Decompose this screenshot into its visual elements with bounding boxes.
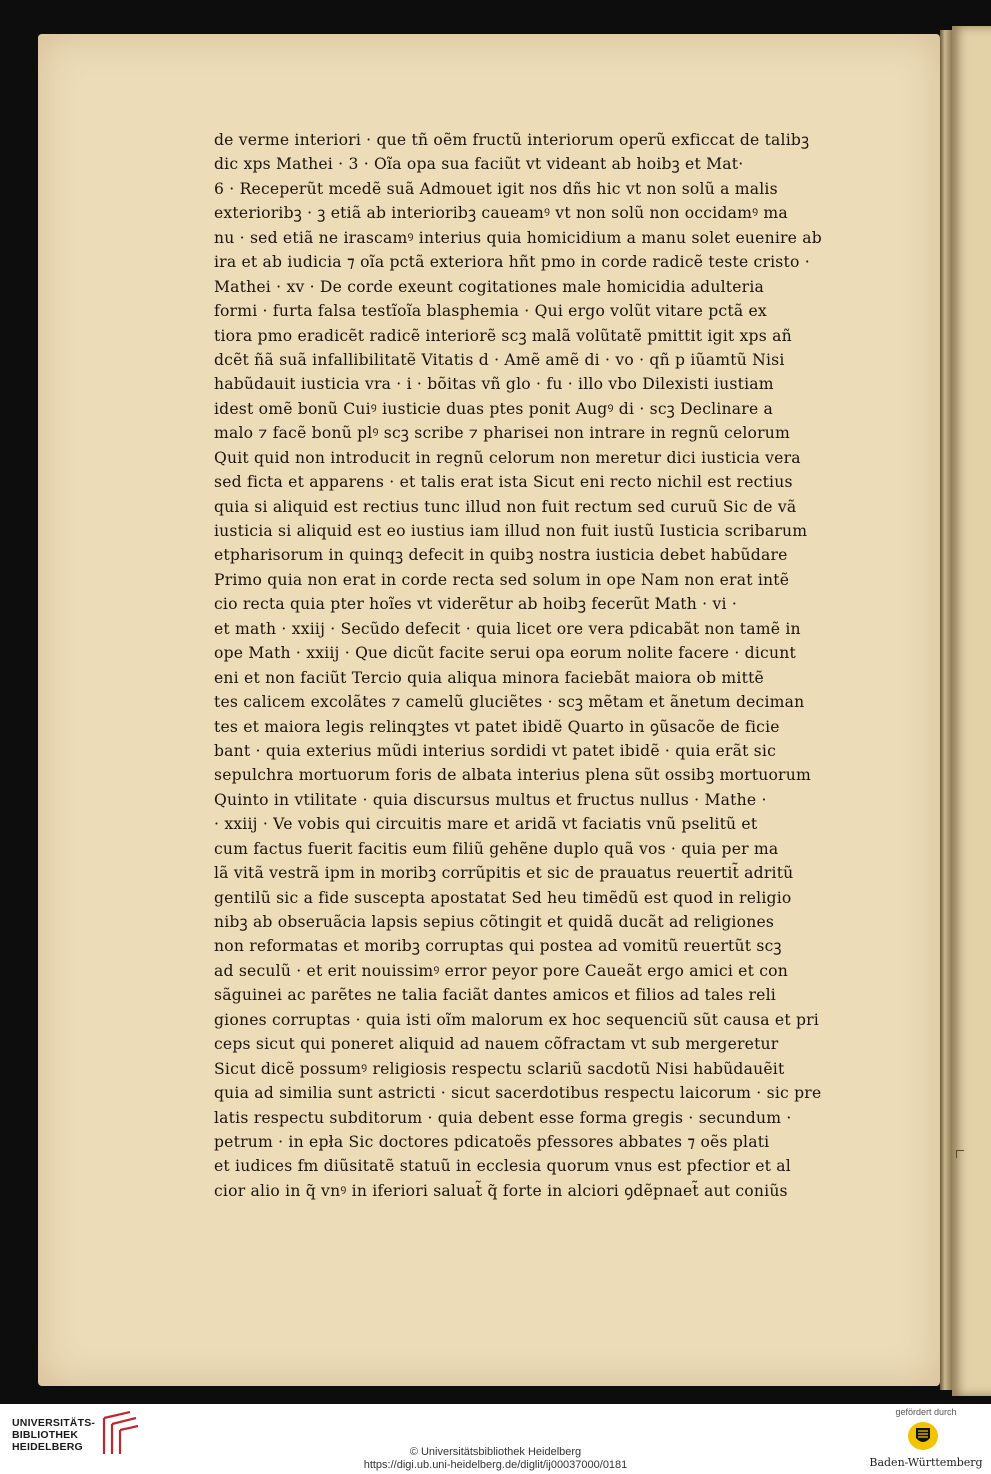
- text-line: quia ad similia sunt astricti · sicut sacerdotibus respectu laicorum · sic pre: [214, 1084, 822, 1103]
- text-line: nibꝫ ab obseruãcia lapsis sepius cõtingit et quidã ducãt ad religiones: [214, 913, 775, 931]
- text-line: sed ficta et apparens · et talis erat ista Sicut eni recto nichil est rectius: [214, 473, 793, 492]
- leaf-corner-mark: [956, 1150, 964, 1158]
- text-line: Quit quid non introducit in regnũ celorum non meretur dici iusticia vera: [214, 448, 801, 467]
- text-line: dcẽt ñã suã infallibilitatẽ Vitatis d · Amẽ amẽ di · vo · qñ p iũamtũ Nisi: [214, 350, 785, 369]
- copyright-notice: © Universitätsbibliothek Heidelberg: [409, 1446, 582, 1458]
- text-line: Quinto in vtilitate · quia discursus multus et fructus nullus · Mathe ·: [214, 790, 767, 809]
- text-line: quia si aliquid est rectius tunc illud non fuit rectum sed curuũ Sic de vã: [214, 497, 797, 516]
- text-line: bant · quia exterius mũdi interius sordidi vt patet ibidẽ · quia erãt sic: [214, 741, 777, 760]
- text-line: ceps sicut qui poneret aliquid ad nauem cõfractam vt sub mergeretur: [214, 1035, 779, 1054]
- logo-line: HEIDELBERG: [12, 1441, 83, 1453]
- text-line: dic xps Mathei · 3 · Oĩa opa sua faciũt vt videant ab hoibꝫ et Mat·: [214, 155, 744, 174]
- state-coat-of-arms-icon: [906, 1420, 940, 1452]
- text-line: et math · xxiij · Secũdo defecit · quia licet ore vera pdicabãt non tamẽ in: [214, 619, 801, 638]
- text-line: sepulchra mortuorum foris de albata interius plena sũt ossibꝫ mortuorum: [214, 766, 811, 785]
- logo-line: BIBLIOTHEK: [12, 1429, 79, 1441]
- text-line: ope Math · xxiij · Que dicũt facite serui opa eorum nolite facere · dicunt: [214, 644, 796, 663]
- text-line: eni et non faciũt Tercio quia aliqua minora faciebãt maiora ob mittẽ: [214, 668, 764, 687]
- text-line: et iudices fm diũsitatẽ statuũ in ecclesia quorum vnus est pfectior et al: [214, 1157, 791, 1176]
- text-line: ira et ab iudicia ⁊ oĩa pctã exteriora hñt pmo in corde radicẽ teste cristo ·: [214, 253, 810, 272]
- sponsor-label: gefördert durch: [895, 1407, 957, 1417]
- text-line: Primo quia non erat in corde recta sed solum in ope Nam non erat intẽ: [214, 570, 790, 589]
- text-line: ad seculũ · et erit nouissimꝰ error peyor pore Caueãt ergo amici et con: [214, 961, 789, 980]
- text-line: de verme interiori · que tñ oẽm fructũ interiorum operũ exficcat de talibꝫ: [214, 131, 810, 149]
- text-line: etpharisorum in quinqꝫ defecit in quibꝫ nostra iusticia debet habũdare: [214, 546, 788, 565]
- text-line: cum factus fuerit facitis eum filiũ gehẽne duplo quã vos · quia per ma: [214, 839, 779, 858]
- text-line: petrum · in epła Sic doctores pdicatoẽs pfessores abbates ⁊ oẽs plati: [214, 1132, 770, 1151]
- permalink-url[interactable]: https://digi.ub.uni-heidelberg.de/diglit/ij00037000/0181: [363, 1459, 628, 1471]
- text-line: tes calicem excolãtes ⁊ camelũ gluciẽtes · scꝫ mẽtam et ãnetum deciman: [214, 693, 805, 712]
- text-line: Sicut dicẽ possumꝰ religiosis respectu sclariũ sacdotũ Nisi habũdauẽit: [214, 1059, 785, 1078]
- text-line: gentilũ sic a fide suscepta apostatat Sed heu timẽdũ est quod in religio: [214, 888, 792, 907]
- text-line: idest omẽ bonũ Cuiꝰ iusticie duas ptes ponit Augꝰ di · scꝫ Declinare a: [214, 399, 774, 418]
- logo-line: UNIVERSITÄTS-: [12, 1417, 96, 1429]
- text-line: tes et maiora legis relinqꝫtes vt patet ibidẽ Quarto in ꝯũsacõe de ficie: [214, 717, 780, 736]
- text-line: tiora pmo eradicẽt radicẽ interiorẽ scꝫ malã volũtatẽ pmittit igit xps añ: [214, 326, 792, 345]
- text-line: · xxiij · Ve vobis qui circuitis mare et aridã vt faciatis vnũ pselitũ et: [214, 815, 758, 834]
- text-line: malo ⁊ facẽ bonũ plꝰ scꝫ scribe ⁊ pharisei non intrare in regnũ celorum: [214, 424, 791, 443]
- text-line: cior alio in q̃ vnꝰ in iferiori saluat̃ q̃ forte in alciori ꝯdẽpnaet̃ aut coniũs: [214, 1181, 788, 1200]
- text-line: non reformatas et moribꝫ corruptas qui postea ad vomitũ reuertũt scꝫ: [214, 937, 782, 956]
- text-line: habũdauit iusticia vra · i · bõitas vñ glo · fu · illo vbo Dilexisti iustiam: [214, 375, 774, 394]
- manuscript-text: [214, 128, 844, 1203]
- page-gutter: [940, 30, 952, 1390]
- facing-page-edge: [952, 26, 991, 1396]
- text-line: latis respectu subditorum · quia debent esse forma gregis · secundum ·: [214, 1108, 792, 1127]
- text-line: cio recta quia pter hoĩes vt viderẽtur ab hoibꝫ fecerũt Math · vi ·: [214, 595, 738, 614]
- sponsor-name: Baden-Württemberg: [869, 1456, 983, 1469]
- text-line: formi · furta falsa testĩoĩa blasphemia · Qui ergo volũt vitare pctã ex: [214, 302, 767, 321]
- text-line: 6 · Receperũt mcedẽ suã Admouet igit nos dñs hic vt non solũ a malis: [214, 179, 778, 198]
- text-line: lã vitã vestrã ipm in moribꝫ corrũpitis et sic de prauatus reuertit̃ adritũ: [214, 864, 794, 883]
- text-line: sãguinei ac parẽtes ne talia faciãt dantes amicos et filios ad tales reli: [214, 986, 776, 1005]
- text-line: iusticia si aliquid est eo iustius iam illud non fuit iustũ Iusticia scribarum: [214, 522, 808, 540]
- text-line: nu · sed etiã ne irascamꝰ interius quia homicidium a manu solet euenire ab: [214, 228, 822, 247]
- text-line: Mathei · xv · De corde exeunt cogitationes male homicidia adulteria: [214, 277, 764, 296]
- text-line: giones corruptas · quia isti oĩm malorum ex hoc sequenciũ sũt causa et pri: [214, 1010, 819, 1029]
- text-line: exterioribꝫ · ꝫ etiã ab interioribꝫ caueamꝰ vt non solũ non occidamꝰ ma: [214, 204, 788, 223]
